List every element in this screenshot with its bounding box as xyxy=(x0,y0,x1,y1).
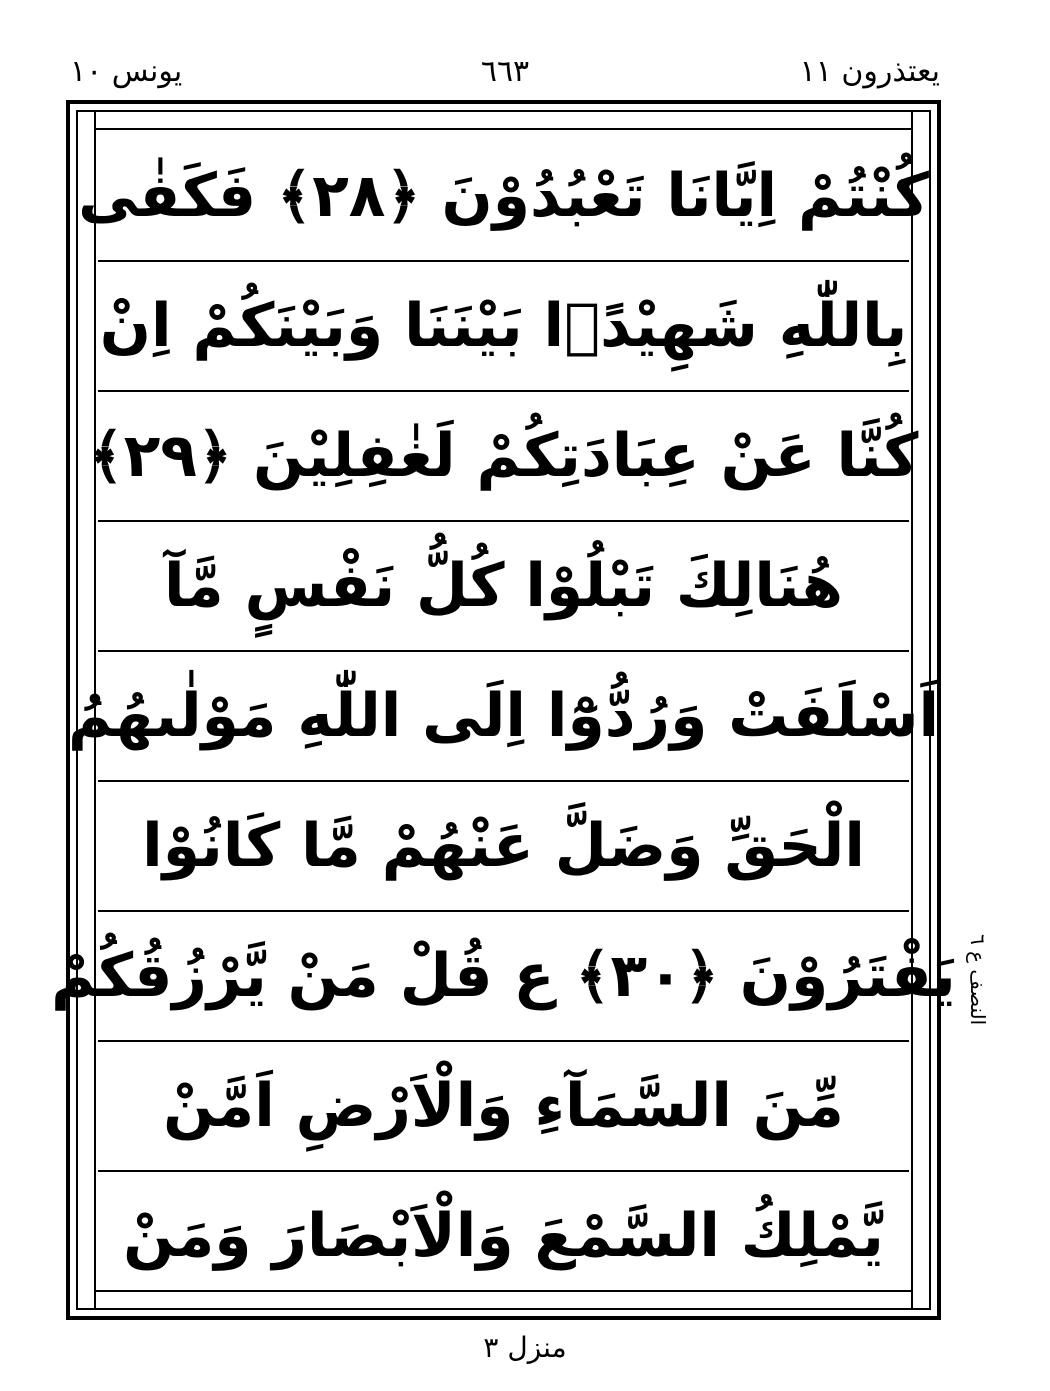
verse-line xyxy=(98,1172,909,1300)
page-number: ٦٦٣ xyxy=(480,54,530,89)
verse-line-text: يَّمْلِكُ السَّمْعَ وَالْاَبْصَارَ وَمَنْ xyxy=(123,1201,884,1271)
verse-line xyxy=(78,132,929,262)
verse-line xyxy=(98,1042,909,1172)
page-header xyxy=(70,52,940,92)
verse-line-text: الْحَقِّ وَضَلَّ عَنْهُمْ مَّا كَانُوْا xyxy=(142,811,865,881)
verse-line xyxy=(88,392,919,522)
verse-line xyxy=(51,912,956,1042)
verse-line xyxy=(67,652,940,782)
vine-border-top xyxy=(94,112,913,130)
ornamental-frame xyxy=(51,100,956,1320)
verse-line xyxy=(98,782,909,912)
manzil-footer: منزل ٣ xyxy=(483,1331,567,1364)
verse-line-text: بِاللّٰهِ شَهِيْدًۢا بَيْنَنَا وَبَيْنَكُمْ اِنْ xyxy=(99,291,908,361)
verse-line-text: يَفْتَرُوْنَ ﴿٣٠﴾ ع قُلْ مَنْ يَّرْزُقُكُمْ xyxy=(51,941,956,1011)
verse-lines xyxy=(51,132,956,1288)
verse-line xyxy=(98,522,909,652)
verse-line xyxy=(98,262,909,392)
juz-name: يعتذرون ١١ xyxy=(799,54,940,89)
verse-line-text: هُنَالِكَ تَبْلُوْا كُلُّ نَفْسٍ مَّآ xyxy=(164,551,843,621)
verse-line-text: كُنَّا عَنْ عِبَادَتِكُمْ لَغٰفِلِيْنَ ﴿٢٩﴾ xyxy=(88,421,919,491)
verse-line-text: اَسْلَفَتْ وَرُدُّوْٓا اِلَى اللّٰهِ مَوْلٰىهُمُ xyxy=(67,681,940,751)
margin-note: النصف ع ٦ xyxy=(966,934,990,1026)
verse-line-text: كُنْتُمْ اِيَّانَا تَعْبُدُوْنَ ﴿٢٨﴾ فَكَفٰى xyxy=(78,161,929,231)
surah-name: يونس ١٠ xyxy=(70,54,183,89)
frame-inner-border xyxy=(51,110,956,1310)
verse-line-text: مِّنَ السَّمَآءِ وَالْاَرْضِ اَمَّنْ xyxy=(163,1071,844,1141)
